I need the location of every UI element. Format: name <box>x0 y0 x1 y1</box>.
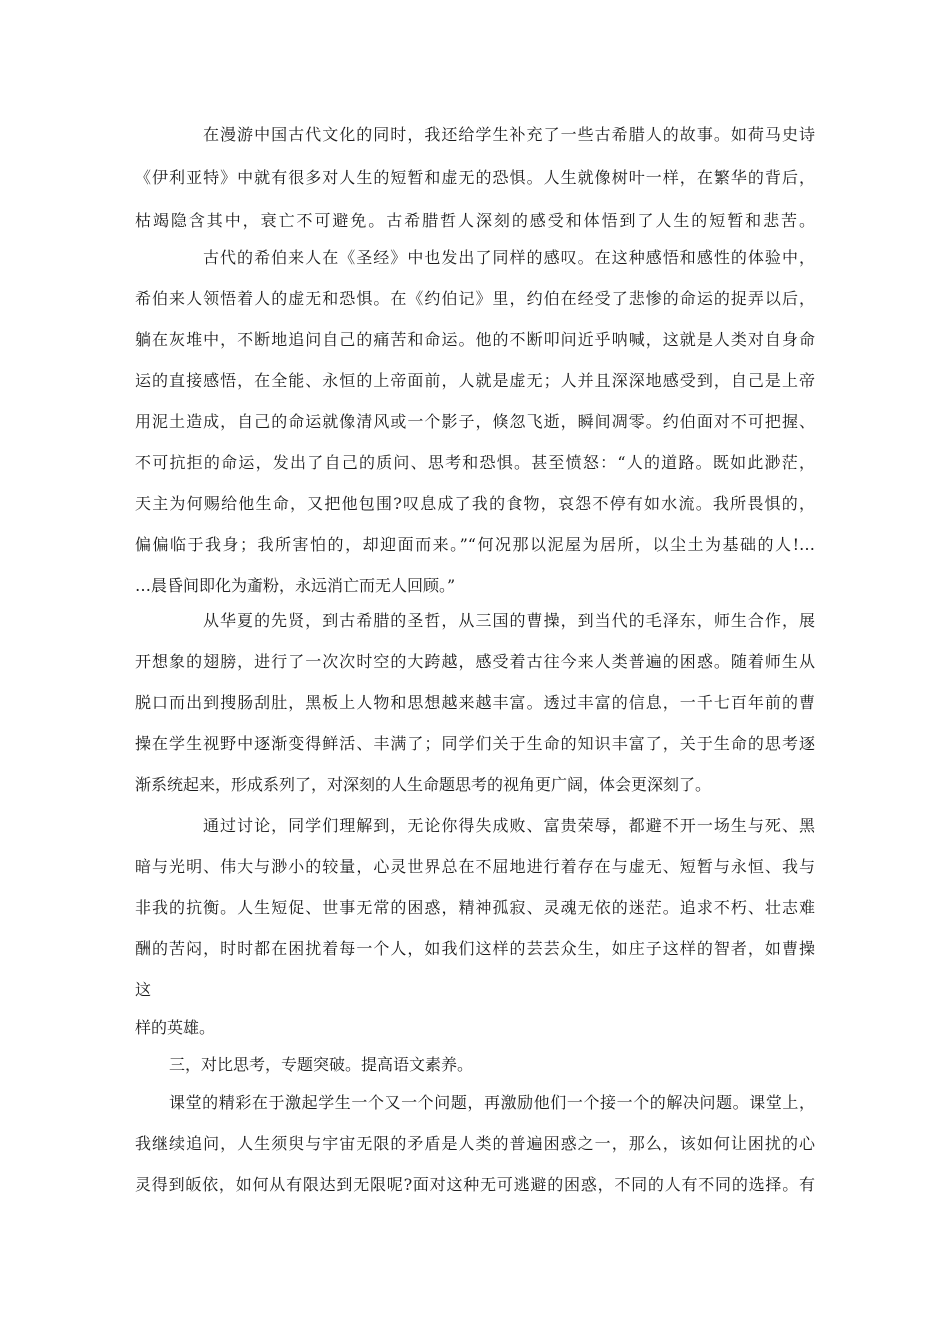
section-heading-3: 三，对比思考，专题突破。提高语文素养。 <box>169 1055 474 1074</box>
text-line-17: 渐系统起来，形成系列了，对深刻的人生命题思考的视角更广阔，体会更深刻了。 <box>135 775 712 794</box>
text-line-6: 躺在灰堆中，不断地追问自己的痛苦和命运。他的不断叩问近乎呐喊，这就是人类对自身命 <box>135 330 815 349</box>
text-line-12: …晨昏间即化为齑粉，永远消亡而无人回顾。” <box>135 576 456 595</box>
text-line-18: 通过讨论，同学们理解到，无论你得失成败、富贵荣辱，都避不开一场生与死、黑 <box>203 816 815 835</box>
text-line-10: 天主为何赐给他生命，又把他包围?叹息成了我的食物，哀怨不停有如水流。我所畏惧的， <box>135 494 815 513</box>
text-line-23: 样的英雄。 <box>135 1018 216 1037</box>
text-line-14: 开想象的翅膀，进行了一次次时空的大跨越，感受着古往今来人类普遍的困惑。随着师生从 <box>135 652 815 671</box>
text-line-25: 课堂的精彩在于激起学生一个又一个问题，再激励他们一个接一个的解决问题。课堂上， <box>169 1093 815 1112</box>
text-line-8: 用泥土造成，自己的命运就像清风或一个影子，倏忽飞逝，瞬间凋零。约伯面对不可把握、 <box>135 412 815 431</box>
text-line-9: 不可抗拒的命运，发出了自己的质问、思考和恐惧。甚至愤怒：“人的道路。既如此渺茫， <box>135 453 815 472</box>
text-line-3: 枯竭隐含其中，衰亡不可避免。古希腊哲人深刻的感受和体悟到了人生的短暂和悲苦。 <box>135 211 815 230</box>
text-line-7: 运的直接感悟，在全能、永恒的上帝面前，人就是虚无；人并且深深地感受到，自己是上帝 <box>135 371 815 390</box>
text-line-4: 古代的希伯来人在《圣经》中也发出了同样的感叹。在这种感悟和感性的体验中， <box>203 248 815 267</box>
text-line-13: 从华夏的先贤，到古希腊的圣哲，从三国的曹操，到当代的毛泽东，师生合作，展 <box>203 611 815 630</box>
text-line-15: 脱口而出到搜肠刮肚，黑板上人物和思想越来越丰富。透过丰富的信息，一千七百年前的曹 <box>135 693 815 712</box>
text-line-1: 在漫游中国古代文化的同时，我还给学生补充了一些古希腊人的故事。如荷马史诗 <box>203 125 815 144</box>
text-line-19: 暗与光明、伟大与渺小的较量，心灵世界总在不屈地进行着存在与虚无、短暂与永恒、我与 <box>135 857 815 876</box>
text-line-5: 希伯来人领悟着人的虚无和恐惧。在《约伯记》里，约伯在经受了悲惨的命运的捉弄以后， <box>135 289 815 308</box>
text-line-20: 非我的抗衡。人生短促、世事无常的困惑，精神孤寂、灵魂无依的迷茫。追求不朽、壮志难 <box>135 898 815 917</box>
text-line-2: 《伊利亚特》中就有很多对人生的短暂和虚无的恐惧。人生就像树叶一样，在繁华的背后， <box>135 168 815 187</box>
text-line-27: 灵得到皈依，如何从有限达到无限呢?面对这种无可逃避的困惑，不同的人有不同的选择。有 <box>135 1175 815 1194</box>
text-line-21: 酬的苦闷，时时都在困扰着每一个人，如我们这样的芸芸众生，如庄子这样的智者，如曹操 <box>135 939 815 958</box>
text-line-16: 操在学生视野中逐渐变得鲜活、丰满了；同学们关于生命的知识丰富了，关于生命的思考逐 <box>135 734 815 753</box>
text-line-26: 我继续追问，人生须臾与宇宙无限的矛盾是人类的普遍困惑之一，那么，该如何让困扰的心 <box>135 1134 815 1153</box>
text-line-22: 这 <box>135 980 152 999</box>
text-line-11: 偏偏临于我身；我所害怕的，却迎面而来。”“何况那以泥屋为居所，以尘土为基础的人!… <box>135 535 815 554</box>
